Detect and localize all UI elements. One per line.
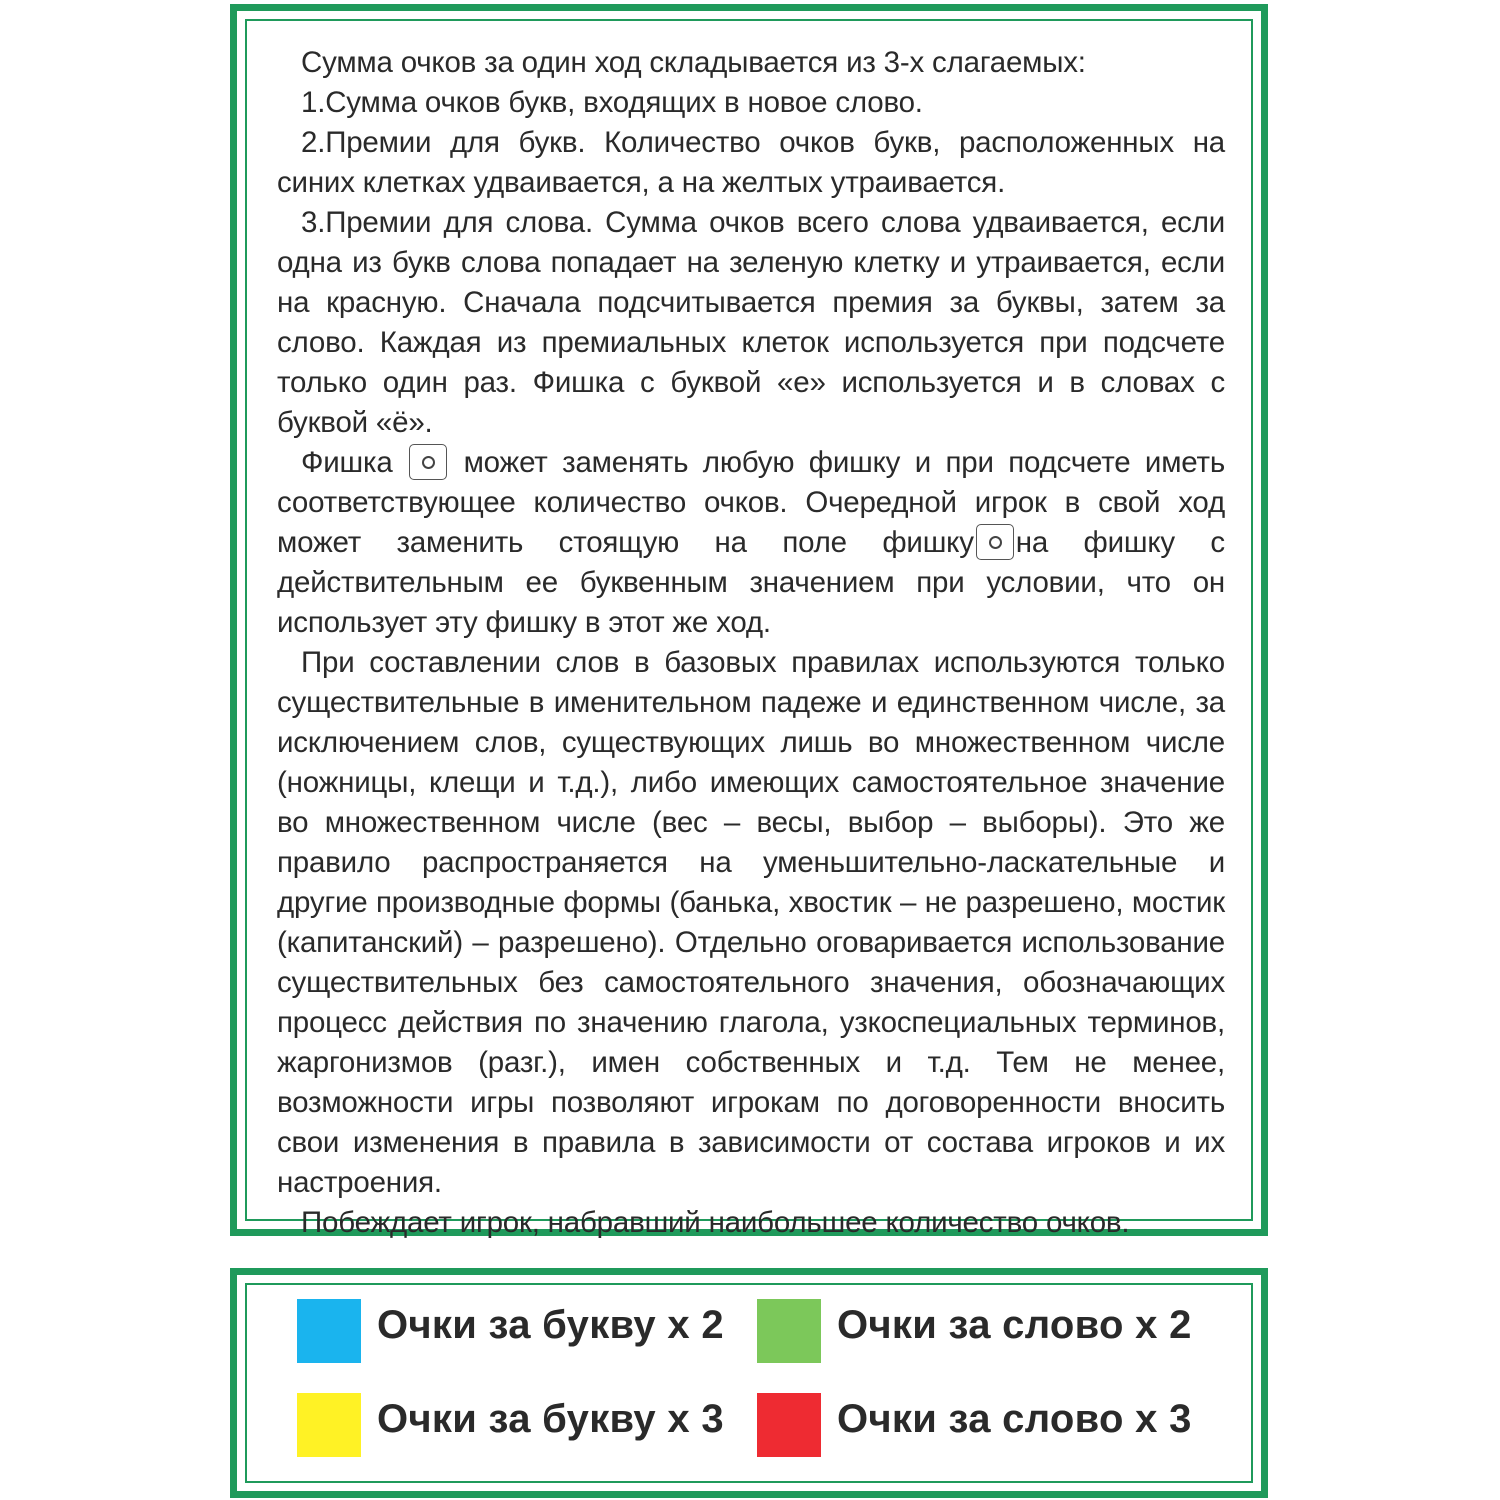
rules-frame xyxy=(230,4,1268,1239)
rules-paragraph-3: 3.Премии для слова. Сумма очков всего слова удваивается, если одна из букв слова попадает на зеленую клетку и утраивается, если на красную. Сначала подсчитывается премия за буквы, затем за слово. Каждая из премиальных клеток используется при подсчете только один раз. Фишка с буквой «е» используется и в словах с буквой «ё». xyxy=(277,206,1225,439)
rules-paragraph-1: 1.Сумма очков букв, входящих в новое слово. xyxy=(301,86,923,119)
rules-paragraph-winner: Побеждает игрок, набравший наибольшее количество очков. xyxy=(301,1206,1130,1239)
legend-label: Очки за букву х 2 xyxy=(377,1303,724,1347)
rules-text xyxy=(277,43,1225,1243)
red-swatch xyxy=(757,1393,821,1457)
blank-tile-text-c: на фишку с действительным ее буквенным значением при условии, что он использует эту фишку в этот же ход. xyxy=(277,526,1225,639)
legend-label: Очки за слово х 2 xyxy=(837,1303,1192,1347)
legend-frame xyxy=(230,1268,1268,1498)
rules-paragraph-blank-tile xyxy=(277,443,1225,643)
legend-label: Очки за слово х 3 xyxy=(837,1397,1192,1441)
yellow-swatch xyxy=(297,1393,361,1457)
blank-tile-icon xyxy=(976,524,1014,560)
blue-swatch xyxy=(297,1299,361,1363)
blank-tile-icon xyxy=(409,444,447,480)
green-swatch xyxy=(757,1299,821,1363)
blank-tile-text-a: Фишка xyxy=(301,446,393,479)
rules-paragraph-words: При составлении слов в базовых правилах используются только существительные в именительном падеже и единственном числе, за исключением слов, существующих лишь во множественном числе (ножницы, клещи и т.д.), либо имеющих самостоятельное значение во множественном числе (вес – весы, выбор – выборы). Это же правило распространяется на уменьшительно-ласкательные и другие производные формы (банька, хвостик – не разрешено, мостик (капитанский) – разрешено). Отдельно оговаривается использование существительных без самостоятельного значения, обозначающих процесс действия по значению глагола, узкоспециальных терминов, жаргонизмов (разг.), имен собственных и т.д. Тем не менее, возможности игры позволяют игрокам по договоренности вносить свои изменения в правила в зависимости от состава игроков и их настроения. xyxy=(277,646,1225,1199)
blank-tile-text-b: может заменять любую фишку и при подсчете иметь соответствующее количество очков. Очередной игрок в свой ход может заменить стоящую на поле фишку xyxy=(277,446,1225,559)
rules-paragraph-intro: Сумма очков за один ход складывается из 3-х слагаемых: xyxy=(301,46,1086,79)
rules-paragraph-2: 2.Премии для букв. Количество очков букв, расположенных на синих клетках удваивается, а на желтых утраивается. xyxy=(277,126,1225,199)
legend-label: Очки за букву х 3 xyxy=(377,1397,724,1441)
